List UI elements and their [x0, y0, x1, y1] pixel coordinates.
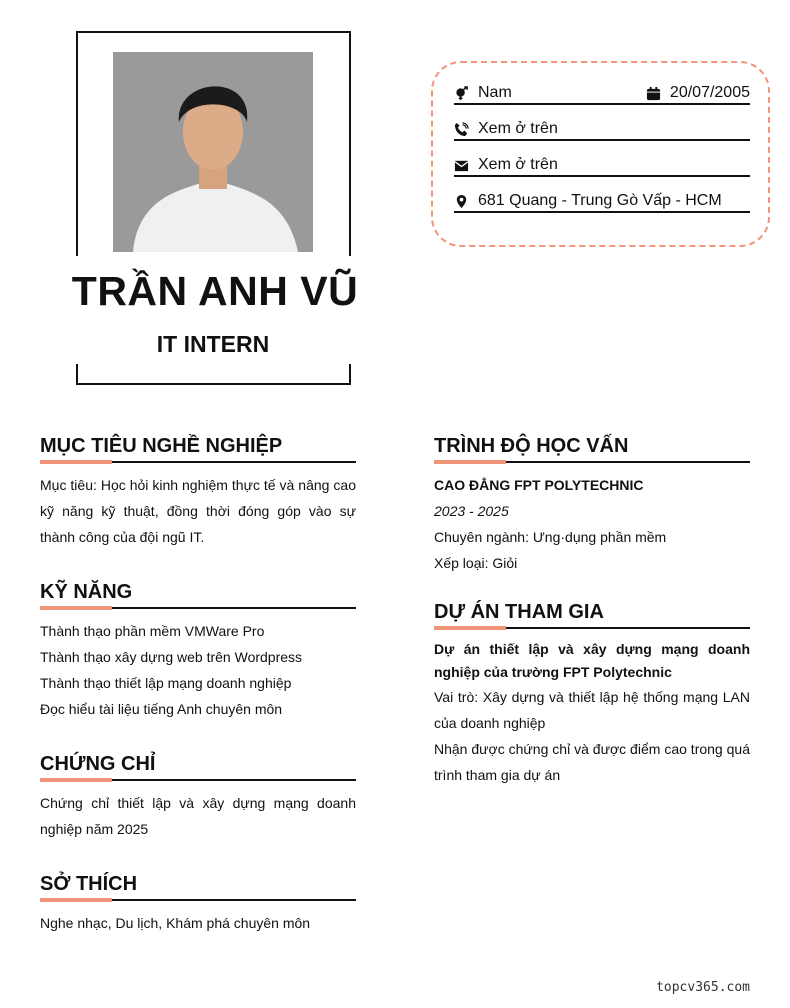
project-role: Vai trò: Xây dựng và thiết lập hệ thống mạng LAN của doanh nghiệp — [434, 689, 750, 731]
dob-value: 20/07/2005 — [669, 84, 750, 101]
section-divider — [40, 460, 356, 464]
hobbies-text: Nghe nhạc, Du lịch, Khám phá chuyên môn — [40, 915, 311, 931]
contact-row-phone — [454, 119, 750, 141]
school-name: CAO ĐẲNG FPT POLYTECHNIC — [434, 477, 644, 493]
certificate-text: Chứng chỉ thiết lập và xây dựng mạng doanh nghiệp năm 2025 — [40, 795, 356, 837]
phone-value: Xem ở trên — [478, 120, 558, 137]
education-years: 2023 - 2025 — [434, 503, 509, 519]
education-section — [434, 432, 750, 576]
section-divider — [434, 626, 750, 630]
objective-section — [40, 432, 356, 550]
projects-section — [434, 598, 750, 788]
section-title: CHỨNG CHỈ — [40, 753, 156, 775]
objective-text: Mục tiêu: Học hỏi kinh nghiệm thực tế và nâng cao kỹ năng kỹ thuật, đồng thời đóng góp vào sự thành công của đội ngũ IT. — [40, 477, 356, 545]
address-value: 681 Quang - Trung Gò Vấp - HCM — [478, 192, 722, 209]
section-title: MỤC TIÊU NGHỀ NGHIỆP — [40, 435, 283, 457]
section-title: KỸ NĂNG — [40, 581, 133, 603]
gender-value: Nam — [478, 84, 512, 101]
phone-icon — [454, 122, 469, 137]
profile-photo — [113, 52, 313, 252]
section-title: DỰ ÁN THAM GIA — [434, 601, 604, 623]
skill-item: Thành thạo thiết lập mạng doanh nghiệp — [40, 675, 292, 691]
skills-section — [40, 578, 356, 722]
project-result: Nhận được chứng chỉ và được điểm cao trong quá trình tham gia dự án — [434, 741, 750, 783]
section-divider — [40, 778, 356, 782]
candidate-name: TRẦN ANH VŨ — [71, 268, 359, 314]
education-grade: Xếp loại: Giỏi — [434, 555, 518, 571]
section-divider — [40, 898, 356, 902]
contact-box — [431, 61, 770, 247]
section-divider — [40, 606, 356, 610]
education-major: Chuyên ngành: Ưng·dụng phần mềm — [434, 529, 667, 545]
candidate-role: IT INTERN — [156, 331, 270, 357]
section-title: TRÌNH ĐỘ HỌC VẤN — [434, 435, 629, 457]
contact-row-gender-dob — [454, 83, 750, 105]
certificates-section — [40, 750, 356, 842]
envelope-icon — [454, 158, 469, 173]
skill-item: Thành thạo phần mềm VMWare Pro — [40, 623, 265, 639]
gender-icon — [454, 86, 469, 101]
skill-item: Thành thạo xây dựng web trên Wordpress — [40, 649, 303, 665]
section-divider — [434, 460, 750, 464]
skill-item: Đọc hiểu tài liệu tiếng Anh chuyên môn — [40, 701, 283, 717]
contact-row-address — [454, 191, 750, 213]
footer-watermark: topcv365.com — [656, 980, 750, 995]
project-name: Dự án thiết lập và xây dựng mạng doanh nghiệp của trường FPT Polytechnic — [434, 641, 750, 680]
contact-row-email — [454, 155, 750, 177]
hobbies-section — [40, 870, 356, 936]
location-pin-icon — [454, 194, 469, 209]
section-title: SỞ THÍCH — [40, 873, 138, 895]
calendar-icon — [646, 86, 661, 101]
email-value: Xem ở trên — [478, 156, 558, 173]
